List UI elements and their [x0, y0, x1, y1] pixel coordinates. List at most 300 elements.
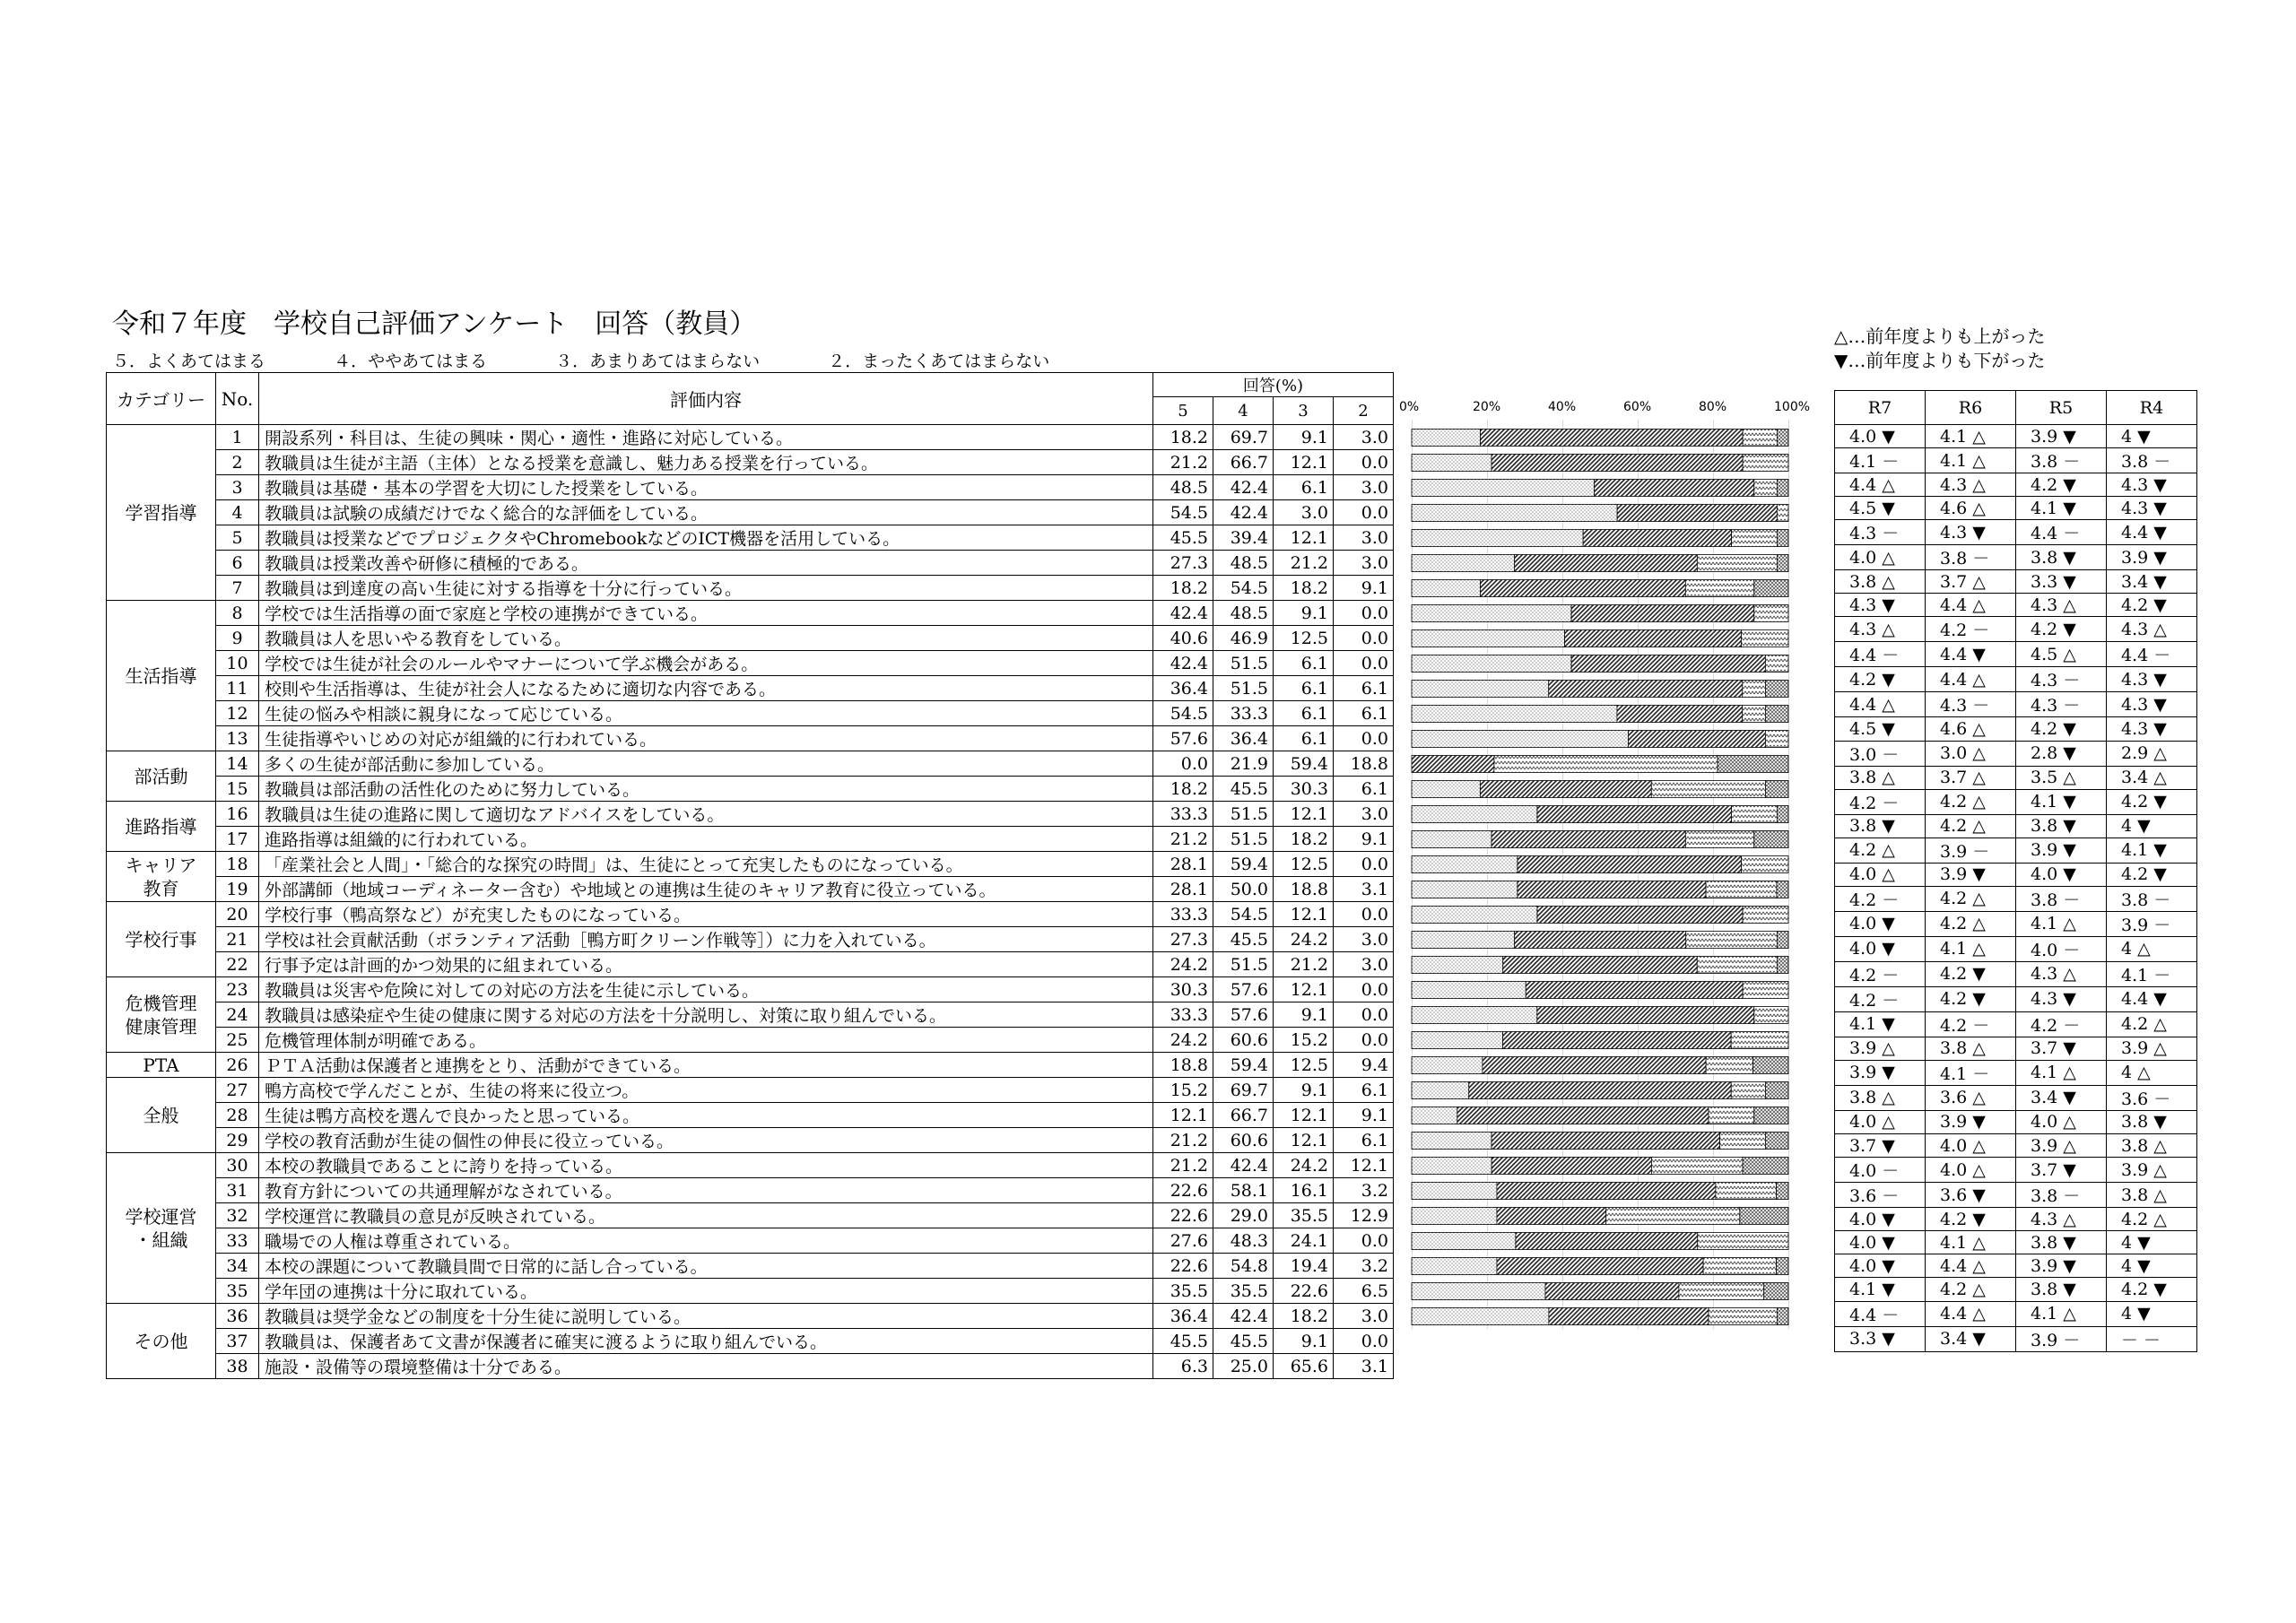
bar-segment-level-2	[1718, 756, 1788, 773]
score-r4: 4.4 ▼	[2107, 986, 2197, 1011]
score-r5: 3.9 ▼	[2016, 1254, 2107, 1278]
item-number: 37	[216, 1329, 259, 1354]
bar-segment-level-3	[1720, 1133, 1766, 1150]
table-row	[107, 475, 1394, 500]
item-text: 施設・設備等の環境整備は十分である。	[259, 1354, 1153, 1379]
bar-segment-level-2	[1765, 1082, 1788, 1099]
bar-segment-level-4	[1571, 655, 1765, 673]
score-r5: 3.9 ▼	[2016, 838, 2107, 863]
year-row	[1835, 617, 2197, 642]
percent-level-4: 42.4	[1213, 1304, 1274, 1329]
table-row	[107, 1103, 1394, 1128]
percent-level-5: 28.1	[1153, 852, 1213, 877]
score-r6: 4.2 △	[1926, 789, 2016, 814]
percent-level-3: 24.1	[1274, 1228, 1334, 1254]
bar-segment-level-3	[1709, 1308, 1777, 1325]
bar-segment-level-4	[1480, 430, 1743, 447]
trend-down-note: ▼…前年度よりも下がった	[1834, 350, 2046, 371]
item-text: ＰＴＡ活動は保護者と連携をとり、活動ができている。	[259, 1053, 1153, 1078]
percent-level-2: 6.1	[1334, 777, 1394, 802]
bar-segment-level-5	[1412, 455, 1492, 472]
score-r5: 4.3 ▼	[2016, 986, 2107, 1011]
score-r5: 4.1 ▼	[2016, 497, 2107, 520]
bar-segment-level-3	[1716, 1183, 1777, 1200]
year-row	[1835, 642, 2197, 667]
year-row	[1835, 594, 2197, 617]
percent-level-4: 42.4	[1213, 475, 1274, 500]
score-r6: 4.4 ▼	[1926, 642, 2016, 667]
score-r5: 3.7 ▼	[2016, 1158, 2107, 1183]
item-number: 13	[216, 726, 259, 751]
bar-segment-level-4	[1629, 731, 1766, 748]
header-r7: R7	[1835, 391, 1926, 425]
bar-segment-level-5	[1412, 1107, 1457, 1124]
bar-segment-level-3	[1679, 1283, 1764, 1300]
item-text: 学校は社会貢献活動（ボランティア活動［鴨方町クリーン作戦等］）に力を入れている。	[259, 927, 1153, 952]
bar-segment-level-4	[1617, 505, 1777, 522]
bar-segment-level-3	[1742, 630, 1789, 647]
percent-level-5: 12.1	[1153, 1103, 1213, 1128]
score-r6: 4.6 △	[1926, 717, 2016, 741]
percent-level-4: 36.4	[1213, 726, 1274, 751]
bar-segment-level-5	[1412, 806, 1537, 823]
table-row	[107, 500, 1394, 525]
bar-segment-level-4	[1518, 856, 1741, 873]
score-r7: 4.3 －	[1835, 520, 1926, 545]
bar-segment-level-5	[1412, 957, 1503, 974]
percent-level-3: 12.1	[1274, 902, 1334, 927]
table-row	[107, 902, 1394, 927]
percent-level-4: 33.3	[1213, 701, 1274, 726]
item-text: 多くの生徒が部活動に参加している。	[259, 751, 1153, 777]
percent-level-5: 54.5	[1153, 500, 1213, 525]
score-r5: 4.1 △	[2016, 911, 2107, 936]
percent-level-3: 21.2	[1274, 952, 1334, 977]
item-number: 4	[216, 500, 259, 525]
percent-level-2: 12.9	[1334, 1203, 1394, 1228]
score-r5: 3.9 －	[2016, 1326, 2107, 1351]
year-row	[1835, 1060, 2197, 1085]
bar-segment-level-2	[1765, 781, 1788, 798]
bar-segment-level-4	[1549, 1308, 1709, 1325]
score-r7: 4.2 －	[1835, 789, 1926, 814]
score-r5: 4.3 －	[2016, 667, 2107, 692]
bar-segment-level-3	[1743, 907, 1788, 924]
item-text: 教職員は到達度の高い生徒に対する指導を十分に行っている。	[259, 576, 1153, 601]
bar-segment-level-4	[1492, 831, 1685, 848]
percent-level-5: 45.5	[1153, 1329, 1213, 1354]
percent-level-5: 33.3	[1153, 1002, 1213, 1028]
trend-legend	[1834, 325, 2045, 373]
year-row	[1835, 1254, 2197, 1278]
item-text: 教職員は基礎・基本の学習を大切にした授業をしている。	[259, 475, 1153, 500]
score-r5: 4.2 ▼	[2016, 717, 2107, 741]
bar-segment-level-3	[1743, 430, 1777, 447]
percent-level-4: 45.5	[1213, 927, 1274, 952]
percent-level-5: 15.2	[1153, 1078, 1213, 1103]
score-r7: 4.4 △	[1835, 692, 1926, 717]
percent-level-2: 6.1	[1334, 701, 1394, 726]
percent-level-2: 0.0	[1334, 1329, 1394, 1354]
score-r7: 4.5 ▼	[1835, 497, 1926, 520]
item-number: 23	[216, 977, 259, 1002]
percent-level-4: 25.0	[1213, 1354, 1274, 1379]
percent-level-3: 3.0	[1274, 500, 1334, 525]
percent-level-3: 21.2	[1274, 551, 1334, 576]
score-r6: 4.1 △	[1926, 425, 2016, 448]
bar-segment-level-4	[1497, 1183, 1716, 1200]
table-row	[107, 827, 1394, 852]
percent-level-3: 12.5	[1274, 626, 1334, 651]
score-r7: 3.3 ▼	[1835, 1326, 1926, 1351]
item-number: 38	[216, 1354, 259, 1379]
table-row	[107, 802, 1394, 827]
item-number: 18	[216, 852, 259, 877]
bar-segment-level-4	[1565, 630, 1742, 647]
item-text: 職場での人権は尊重されている。	[259, 1228, 1153, 1254]
bar-segment-level-5	[1412, 856, 1518, 873]
category-label: PTA	[107, 1053, 216, 1078]
item-text: 教職員は、保護者あて文書が保護者に確実に渡るように取り組んでいる。	[259, 1329, 1153, 1354]
item-text: 教育方針についての共通理解がなされている。	[259, 1178, 1153, 1203]
percent-level-4: 51.5	[1213, 827, 1274, 852]
item-number: 17	[216, 827, 259, 852]
percent-level-2: 12.1	[1334, 1153, 1394, 1178]
score-r4: 4.2 ▼	[2107, 863, 2197, 886]
bar-segment-level-3	[1494, 756, 1718, 773]
bar-segment-level-3	[1777, 505, 1788, 522]
table-row	[107, 1228, 1394, 1254]
percent-level-4: 54.5	[1213, 902, 1274, 927]
item-number: 10	[216, 651, 259, 676]
percent-level-2: 3.1	[1334, 877, 1394, 902]
bar-segment-level-4	[1492, 455, 1743, 472]
axis-tick-label: 20%	[1473, 400, 1501, 414]
score-r4: 3.8 －	[2107, 886, 2197, 911]
category-label: 学校行事	[107, 902, 216, 977]
score-r6: 3.6 △	[1926, 1085, 2016, 1110]
score-r4: 4 ▼	[2107, 1254, 2197, 1278]
score-r6: 4.2 △	[1926, 814, 2016, 838]
score-r4: 4 △	[2107, 1060, 2197, 1085]
percent-level-3: 12.1	[1274, 802, 1334, 827]
year-row	[1835, 1326, 2197, 1351]
score-r5: 3.4 ▼	[2016, 1085, 2107, 1110]
table-row	[107, 977, 1394, 1002]
score-r5: 4.2 ▼	[2016, 617, 2107, 642]
bar-segment-level-4	[1595, 480, 1754, 497]
percent-level-2: 9.4	[1334, 1053, 1394, 1078]
score-r5: 2.8 ▼	[2016, 741, 2107, 766]
bar-segment-level-3	[1743, 681, 1766, 698]
percent-level-3: 18.2	[1274, 827, 1334, 852]
percent-level-2: 0.0	[1334, 626, 1394, 651]
scale-2: ２．まったくあてはまらない	[828, 352, 1050, 371]
score-r5: 4.5 △	[2016, 642, 2107, 667]
bar-segment-level-4	[1516, 1233, 1698, 1250]
bar-segment-level-2	[1754, 1107, 1788, 1124]
item-number: 26	[216, 1053, 259, 1078]
table-row	[107, 701, 1394, 726]
score-r6: 4.2 △	[1926, 911, 2016, 936]
item-number: 14	[216, 751, 259, 777]
bar-segment-level-5	[1412, 881, 1518, 898]
percent-level-5: 22.6	[1153, 1203, 1213, 1228]
bar-segment-level-4	[1583, 530, 1731, 547]
year-row	[1835, 1158, 2197, 1183]
bar-segment-level-5	[1412, 1158, 1492, 1175]
item-text: 教職員は授業改善や研修に積極的である。	[259, 551, 1153, 576]
category-label: 部活動	[107, 751, 216, 802]
item-text: 「産業社会と人間」・「総合的な探究の時間」は、生徒にとって充実したものになっている。	[259, 852, 1153, 877]
percent-level-3: 22.6	[1274, 1279, 1334, 1304]
percent-level-4: 45.5	[1213, 1329, 1274, 1354]
bar-segment-level-5	[1412, 1308, 1549, 1325]
score-r4: 3.4 △	[2107, 766, 2197, 789]
bar-segment-level-3	[1765, 655, 1788, 673]
score-r7: 4.2 －	[1835, 961, 1926, 986]
percent-level-2: 3.0	[1334, 525, 1394, 551]
percent-level-5: 27.3	[1153, 551, 1213, 576]
score-r5: 3.8 －	[2016, 886, 2107, 911]
score-r6: 4.1 △	[1926, 936, 2016, 961]
scale-5: ５．よくあてはまる	[112, 352, 266, 371]
item-text: 外部講師（地域コーディネーター含む）や地域との連携は生徒のキャリア教育に役立っている。	[259, 877, 1153, 902]
item-text: 教職員は感染症や生徒の健康に関する対応の方法を十分説明し、対策に取り組んでいる。	[259, 1002, 1153, 1028]
percent-level-4: 35.5	[1213, 1279, 1274, 1304]
score-r5: 3.9 ▼	[2016, 425, 2107, 448]
bar-segment-level-5	[1412, 1007, 1537, 1024]
percent-level-4: 60.6	[1213, 1028, 1274, 1053]
score-r6: 4.2 －	[1926, 1011, 2016, 1037]
bar-segment-level-3	[1743, 455, 1788, 472]
category-label: 生活指導	[107, 601, 216, 751]
bar-segment-level-2	[1743, 1158, 1788, 1175]
score-r7: 4.2 －	[1835, 886, 1926, 911]
bar-segment-level-3	[1651, 1158, 1743, 1175]
bar-segment-level-5	[1412, 1133, 1492, 1150]
percent-level-2: 0.0	[1334, 1002, 1394, 1028]
year-row	[1835, 1110, 2197, 1133]
bar-segment-level-3	[1685, 831, 1753, 848]
bar-segment-level-3	[1743, 982, 1788, 999]
score-r4: － －	[2107, 1326, 2197, 1351]
bar-segment-level-4	[1457, 1107, 1709, 1124]
percent-level-4: 51.5	[1213, 651, 1274, 676]
item-text: 生徒の悩みや相談に親身になって応じている。	[259, 701, 1153, 726]
category-label: 学校運営 ・組織	[107, 1153, 216, 1304]
score-r7: 4.0 ▼	[1835, 936, 1926, 961]
score-r7: 4.2 △	[1835, 838, 1926, 863]
item-number: 34	[216, 1254, 259, 1279]
bar-segment-level-3	[1754, 605, 1788, 622]
percent-level-4: 57.6	[1213, 977, 1274, 1002]
bar-segment-level-4	[1537, 806, 1732, 823]
bar-segment-level-5	[1412, 1208, 1497, 1225]
percent-level-3: 15.2	[1274, 1028, 1334, 1053]
bar-segment-level-3	[1709, 1107, 1754, 1124]
item-number: 24	[216, 1002, 259, 1028]
score-r4: 4.1 －	[2107, 961, 2197, 986]
score-r4: 4 ▼	[2107, 1231, 2197, 1254]
score-r4: 4 ▼	[2107, 1301, 2197, 1326]
score-r4: 4.2 ▼	[2107, 594, 2197, 617]
item-number: 11	[216, 676, 259, 701]
axis-tick-label: 40%	[1548, 400, 1577, 414]
bar-segment-level-3	[1698, 1233, 1788, 1250]
item-number: 27	[216, 1078, 259, 1103]
item-text: 危機管理体制が明確である。	[259, 1028, 1153, 1053]
item-number: 5	[216, 525, 259, 551]
score-r4: 4.3 △	[2107, 617, 2197, 642]
percent-level-2: 18.8	[1334, 751, 1394, 777]
percent-level-3: 24.2	[1274, 1153, 1334, 1178]
item-text: 進路指導は組織的に行われている。	[259, 827, 1153, 852]
bar-segment-level-2	[1777, 932, 1788, 949]
table-row	[107, 1304, 1394, 1329]
item-text: 開設系列・科目は、生徒の興味・関心・適性・進路に対応している。	[259, 425, 1153, 450]
bar-segment-level-4	[1526, 982, 1743, 999]
bar-segment-level-4	[1518, 881, 1706, 898]
bar-segment-level-3	[1685, 580, 1753, 597]
bar-segment-level-3	[1754, 1007, 1788, 1024]
item-number: 2	[216, 450, 259, 475]
percent-level-2: 6.1	[1334, 1078, 1394, 1103]
score-r6: 4.2 ▼	[1926, 961, 2016, 986]
score-r5: 4.1 △	[2016, 1301, 2107, 1326]
score-r7: 3.6 －	[1835, 1183, 1926, 1208]
percent-level-2: 0.0	[1334, 902, 1394, 927]
percent-level-3: 6.1	[1274, 701, 1334, 726]
percent-level-5: 0.0	[1153, 751, 1213, 777]
bar-segment-level-4	[1480, 580, 1685, 597]
percent-level-4: 66.7	[1213, 1103, 1274, 1128]
bar-segment-level-5	[1412, 1233, 1516, 1250]
bar-segment-level-2	[1754, 580, 1788, 597]
score-r4: 4.3 ▼	[2107, 717, 2197, 741]
bar-segment-level-3	[1706, 1057, 1752, 1074]
item-number: 32	[216, 1203, 259, 1228]
score-r4: 4.2 ▼	[2107, 789, 2197, 814]
percent-level-3: 30.3	[1274, 777, 1334, 802]
table-row	[107, 576, 1394, 601]
table-row	[107, 751, 1394, 777]
score-r6: 4.1 △	[1926, 1231, 2016, 1254]
header-level-3: 3	[1274, 397, 1334, 425]
item-number: 16	[216, 802, 259, 827]
score-r5: 4.3 －	[2016, 692, 2107, 717]
bar-segment-level-4	[1469, 1082, 1731, 1099]
score-r5: 3.3 ▼	[2016, 570, 2107, 594]
response-bar-chart	[1399, 400, 1837, 1329]
bar-segment-level-4	[1515, 555, 1698, 572]
score-r7: 4.3 △	[1835, 617, 1926, 642]
header-level-5: 5	[1153, 397, 1213, 425]
score-r7: 4.2 ▼	[1835, 667, 1926, 692]
bar-segment-level-5	[1412, 932, 1515, 949]
item-number: 29	[216, 1128, 259, 1153]
year-row	[1835, 692, 2197, 717]
table-row	[107, 1329, 1394, 1354]
item-text: 教職員は災害や危険に対しての対応の方法を生徒に示している。	[259, 977, 1153, 1002]
category-label: 全般	[107, 1078, 216, 1153]
table-row	[107, 877, 1394, 902]
bar-segment-level-5	[1412, 831, 1492, 848]
bar-segment-level-3	[1732, 806, 1778, 823]
bar-segment-level-4	[1571, 605, 1754, 622]
percent-level-2: 0.0	[1334, 500, 1394, 525]
table-row	[107, 1203, 1394, 1228]
score-r5: 3.8 ▼	[2016, 1231, 2107, 1254]
bar-segment-level-5	[1412, 1057, 1483, 1074]
percent-level-4: 45.5	[1213, 777, 1274, 802]
percent-level-3: 6.1	[1274, 726, 1334, 751]
table-row	[107, 450, 1394, 475]
item-number: 8	[216, 601, 259, 626]
year-row	[1835, 838, 2197, 863]
score-r6: 4.4 △	[1926, 594, 2016, 617]
percent-level-3: 12.1	[1274, 1128, 1334, 1153]
year-row	[1835, 1011, 2197, 1037]
score-r6: 3.0 △	[1926, 741, 2016, 766]
percent-level-2: 3.1	[1334, 1354, 1394, 1379]
header-item: 評価内容	[259, 373, 1153, 425]
page-title: 令和７年度 学校自己評価アンケート 回答（教員）	[112, 308, 757, 340]
year-row	[1835, 448, 2197, 473]
score-r7: 3.9 △	[1835, 1037, 1926, 1060]
percent-level-2: 3.0	[1334, 1304, 1394, 1329]
bar-segment-level-2	[1777, 555, 1788, 572]
item-number: 20	[216, 902, 259, 927]
item-number: 21	[216, 927, 259, 952]
item-number: 35	[216, 1279, 259, 1304]
score-r7: 4.3 ▼	[1835, 594, 1926, 617]
bar-segment-level-4	[1515, 932, 1686, 949]
percent-level-5: 36.4	[1153, 1304, 1213, 1329]
score-r6: 4.2 －	[1926, 617, 2016, 642]
score-r5: 4.1 ▼	[2016, 789, 2107, 814]
bar-segment-level-5	[1412, 480, 1595, 497]
percent-level-5: 6.3	[1153, 1354, 1213, 1379]
header-r5: R5	[2016, 391, 2107, 425]
score-r6: 4.1 －	[1926, 1060, 2016, 1085]
score-r4: 4 △	[2107, 936, 2197, 961]
percent-level-3: 18.2	[1274, 1304, 1334, 1329]
bar-segment-level-5	[1412, 655, 1571, 673]
score-r6: 3.7 △	[1926, 570, 2016, 594]
score-r4: 4.3 ▼	[2107, 692, 2197, 717]
table-row	[107, 525, 1394, 551]
table-row	[107, 551, 1394, 576]
score-r6: 4.2 ▼	[1926, 986, 2016, 1011]
percent-level-5: 33.3	[1153, 902, 1213, 927]
percent-level-3: 12.5	[1274, 1053, 1334, 1078]
item-number: 30	[216, 1153, 259, 1178]
percent-level-4: 48.5	[1213, 601, 1274, 626]
percent-level-2: 0.0	[1334, 852, 1394, 877]
score-r7: 3.8 △	[1835, 766, 1926, 789]
bar-segment-level-3	[1731, 1032, 1788, 1049]
item-text: 教職員は授業などでプロジェクタやChromebookなどのICT機器を活用している。	[259, 525, 1153, 551]
score-r7: 3.7 ▼	[1835, 1134, 1926, 1158]
bar-segment-level-2	[1740, 1208, 1788, 1225]
table-row	[107, 1354, 1394, 1379]
table-row	[107, 952, 1394, 977]
item-number: 1	[216, 425, 259, 450]
year-row	[1835, 911, 2197, 936]
score-r7: 3.8 △	[1835, 570, 1926, 594]
percent-level-4: 42.4	[1213, 500, 1274, 525]
